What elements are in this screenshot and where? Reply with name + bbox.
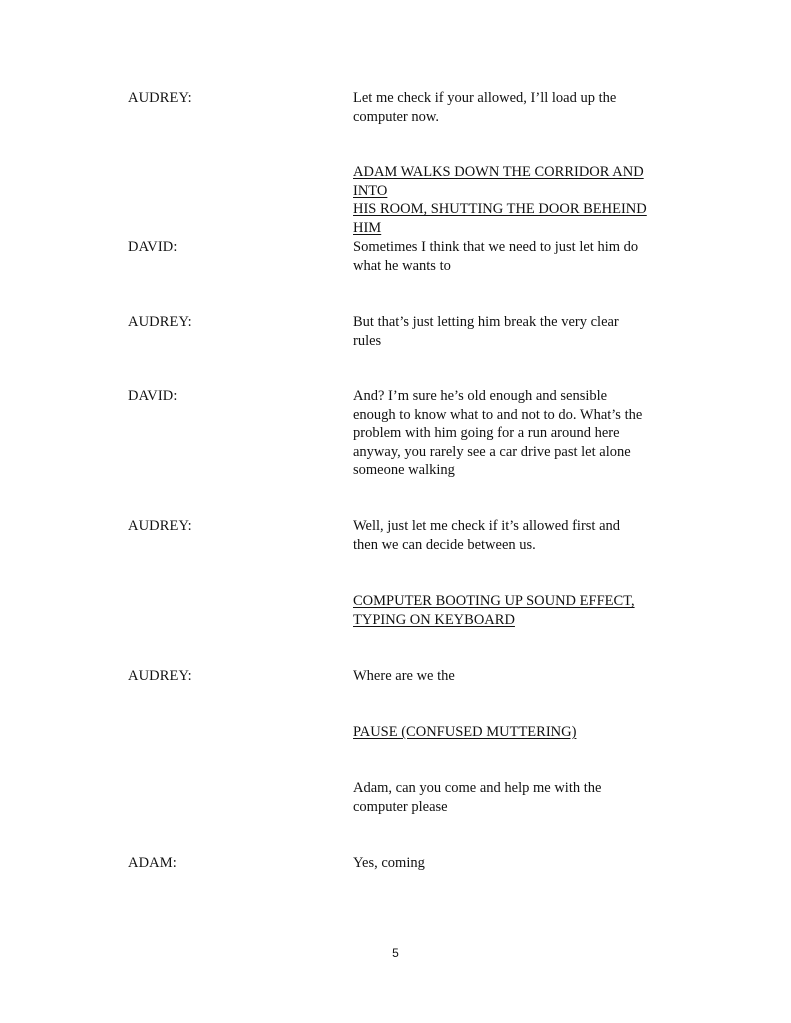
speaker-name: ADAM: (128, 855, 177, 871)
dialogue-text: And? I’m sure he’s old enough and sensible enough to know what to and not to do. What’s the problem with him going for a run around here anyway, you rarely see a car drive past let alone someone walking (353, 388, 643, 478)
speaker-name: DAVID: (128, 239, 178, 255)
stage-direction: PAUSE (CONFUSED MUTTERING) (353, 724, 577, 740)
dialogue-text: Let me check if your allowed, I’ll load up the computer now. (353, 90, 617, 125)
speaker-name: DAVID: (128, 388, 178, 404)
dialogue-text: Yes, coming (353, 855, 425, 871)
speaker-name: AUDREY: (128, 314, 192, 330)
page-number: 5 (392, 946, 399, 960)
speaker-name: AUDREY: (128, 90, 192, 106)
speaker-name: AUDREY: (128, 668, 192, 684)
dialogue-text: But that’s just letting him break the very clear rules (353, 314, 619, 349)
dialogue-text: Sometimes I think that we need to just let him do what he wants to (353, 239, 639, 274)
stage-direction: ADAM WALKS DOWN THE CORRIDOR AND INTO HIS ROOM, SHUTTING THE DOOR BEHEIND HIM (353, 164, 647, 236)
speaker-name: AUDREY: (128, 518, 192, 534)
stage-direction: COMPUTER BOOTING UP SOUND EFFECT, TYPING ON KEYBOARD (353, 593, 635, 628)
dialogue-text: Where are we the (353, 668, 455, 684)
dialogue-text: Adam, can you come and help me with the computer please (353, 780, 602, 815)
dialogue-text: Well, just let me check if it’s allowed first and then we can decide between us. (353, 518, 621, 553)
